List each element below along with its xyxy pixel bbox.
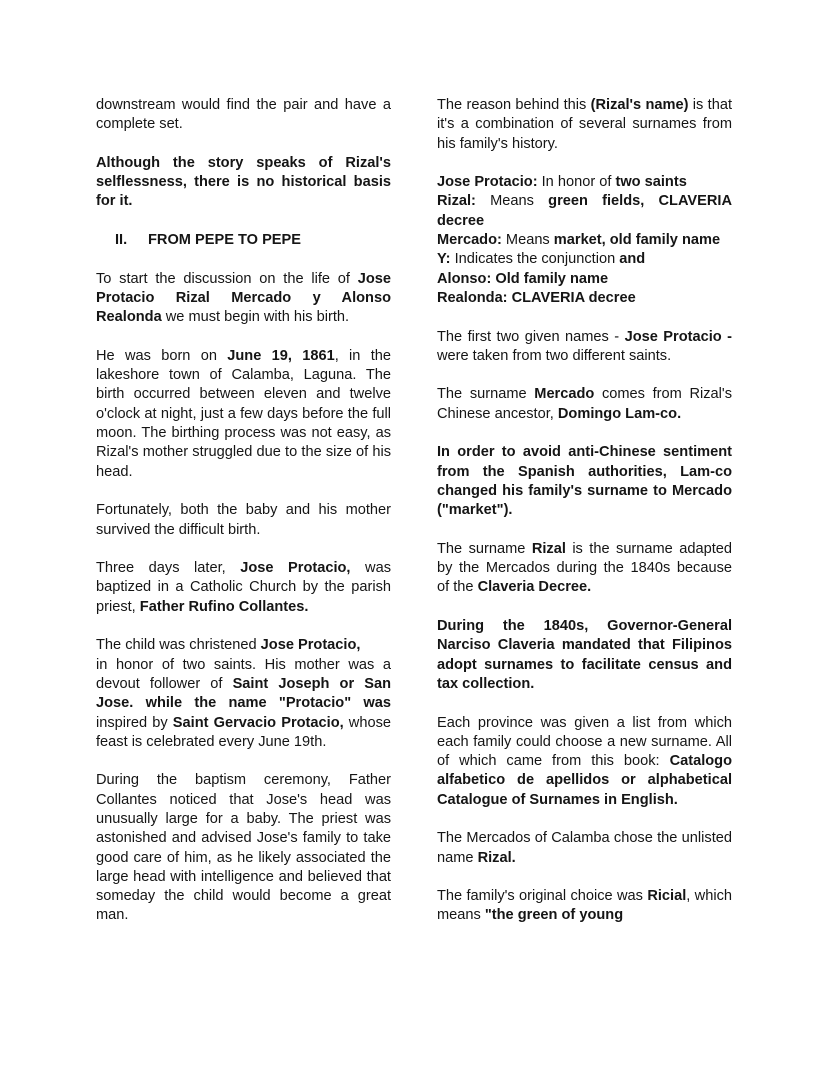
text-run: is that it's a combination of several surnames from his family's history. — [437, 97, 732, 152]
para-large-head — [96, 771, 391, 925]
bold-text-run: Mercado — [534, 386, 595, 403]
bold-text-run: Jose Protacio Rizal Mercado y Alonso Realonda — [96, 270, 391, 326]
text-run: comes from Rizal's Chinese ancestor, — [437, 386, 732, 422]
bold-text-run: Rizal. — [477, 849, 516, 866]
bold-text-run: green fields, CLAVERIA decree — [437, 193, 732, 229]
text-run: The surname — [437, 540, 532, 557]
text-run: The reason behind this — [437, 97, 591, 113]
para-baptism — [96, 559, 391, 617]
text-run: The child was christened — [96, 637, 261, 654]
text-run: were taken from two different saints. — [437, 347, 672, 364]
text-run: Three days later, — [96, 560, 241, 577]
para-downstream-pair — [96, 96, 391, 135]
name-meaning-line — [437, 250, 732, 269]
document-content — [96, 96, 732, 926]
bold-text-run: two saints — [615, 174, 687, 191]
bold-text-run: Jose Protacio, — [260, 637, 361, 654]
text-run: we must begin with his birth. — [161, 309, 350, 326]
para-survived-birth — [96, 501, 391, 540]
text-run: inspired by — [96, 714, 173, 731]
bold-text-run: Realonda: CLAVERIA decree — [437, 289, 636, 306]
bold-text-run: Although the story speaks of Rizal's selflessness, there is no historical basis for it. — [96, 154, 391, 210]
text-run: was baptized in a Catholic Church by the parish priest, — [96, 560, 391, 615]
bold-text-run: Jose Protacio - — [624, 328, 732, 345]
name-meaning-line — [437, 231, 732, 250]
bold-text-run: Father Rufino Collantes. — [139, 598, 309, 615]
para-birth-details — [96, 347, 391, 482]
bold-text-run: "the green of young — [484, 907, 624, 924]
name-meaning-line — [437, 270, 732, 289]
text-run: To start the discussion on the life of — [96, 270, 358, 287]
bold-text-run: and — [619, 251, 646, 268]
text-run: The surname — [437, 386, 535, 403]
text-run: The Mercados of Calamba chose the unlisted name — [437, 830, 732, 866]
name-meaning-line — [437, 173, 732, 192]
para-claveria-mandate — [437, 617, 732, 694]
bold-text-run: Catalogo alfabetico de apellidos or alphabetical Catalogue of Surnames in English. — [437, 753, 732, 808]
bold-text-run: Mercado: — [437, 232, 502, 249]
right-column — [437, 96, 732, 926]
bold-text-run: During the 1840s, Governor-General Narciso Claveria mandated that Filipinos adopt surnames to facilitate census and tax collection. — [437, 618, 732, 692]
bold-text-run: (Rizal's name) — [590, 97, 689, 113]
bold-text-run: Saint Gervacio Protacio, — [172, 714, 344, 731]
para-mercado-origin — [437, 385, 732, 424]
para-name-reason — [437, 96, 732, 154]
bold-text-run: June 19, 1861 — [227, 347, 335, 364]
text-run: Indicates the conjunction — [450, 251, 620, 268]
name-meaning-line — [437, 289, 732, 308]
para-full-name-birth — [96, 270, 391, 328]
text-run: Each province was given a list from which each family could choose a new surname. All of which came from this book: — [437, 714, 732, 770]
bold-text-run: Jose Protacio: — [437, 174, 538, 191]
text-run: downstream would find the pair and have a complete set. — [96, 97, 391, 133]
text-run: Means — [501, 232, 554, 249]
bold-text-run: Y: — [437, 251, 451, 268]
text-run: He was born on — [96, 347, 228, 364]
name-meaning-line — [437, 192, 732, 231]
bold-text-run: Saint Joseph or San Jose. while the name "Protacio" was — [96, 675, 391, 712]
text-run: in honor of two saints. His mother was a devout follower of — [96, 656, 391, 692]
text-run: , in the lakeshore town of Calamba, Laguna. The birth occurred between eleven and twelve o'clock at night, just a few days before the full moon. The birthing process was not easy, as Rizal's mother struggled due to the size of his head. — [96, 347, 391, 480]
para-christened-name — [96, 636, 391, 752]
text-run: The family's original choice was — [437, 888, 648, 905]
text-run: The first two given names - — [437, 328, 625, 345]
text-run: , which means — [437, 888, 732, 924]
bold-text-run: Claveria Decree. — [477, 579, 592, 596]
text-run: is the surname adapted by the Mercados during the 1840s because of the — [437, 540, 732, 596]
bold-text-run: market, old family name — [553, 232, 721, 249]
left-column — [96, 96, 391, 926]
bold-text-run: Alonso: Old family name — [437, 270, 609, 287]
bold-text-run: Rizal: — [437, 193, 476, 210]
para-surname-catalog — [437, 714, 732, 810]
text-run: In honor of — [537, 174, 616, 191]
bold-text-run: Domingo Lam-co. — [557, 405, 682, 422]
text-run: During the baptism ceremony, Father Collantes noticed that Jose's head was unusually large for a baby. The priest was astonished and advised Jose's family to take good care of him, as he likely associated the large head with intelligence and believed that someday the child would become a great man. — [96, 772, 391, 924]
name-meaning-list — [437, 173, 732, 308]
text-run: whose feast is celebrated every June 19th. — [96, 714, 391, 750]
para-no-historical-basis — [96, 154, 391, 212]
bold-text-run: Ricial — [647, 888, 687, 905]
heading-number: II. — [115, 232, 128, 249]
bold-text-run: In order to avoid anti-Chinese sentiment from the Spanish authorities, Lam-co changed his family's surname to Mercado ("market"). — [437, 444, 732, 519]
text-run: Means — [475, 193, 549, 210]
para-unlisted-rizal — [437, 829, 732, 868]
bold-text-run: Rizal — [531, 540, 566, 557]
section-heading-from-pepe-to-pepe — [96, 231, 391, 250]
para-two-given-names — [437, 328, 732, 367]
para-lamco-surname-change — [437, 443, 732, 520]
para-ricial-choice — [437, 887, 732, 926]
heading-text: FROM PEPE TO PEPE — [148, 232, 301, 249]
bold-text-run: Jose Protacio, — [240, 560, 351, 577]
text-run: Fortunately, both the baby and his mother survived the difficult birth. — [96, 502, 391, 538]
para-rizal-surname — [437, 540, 732, 598]
